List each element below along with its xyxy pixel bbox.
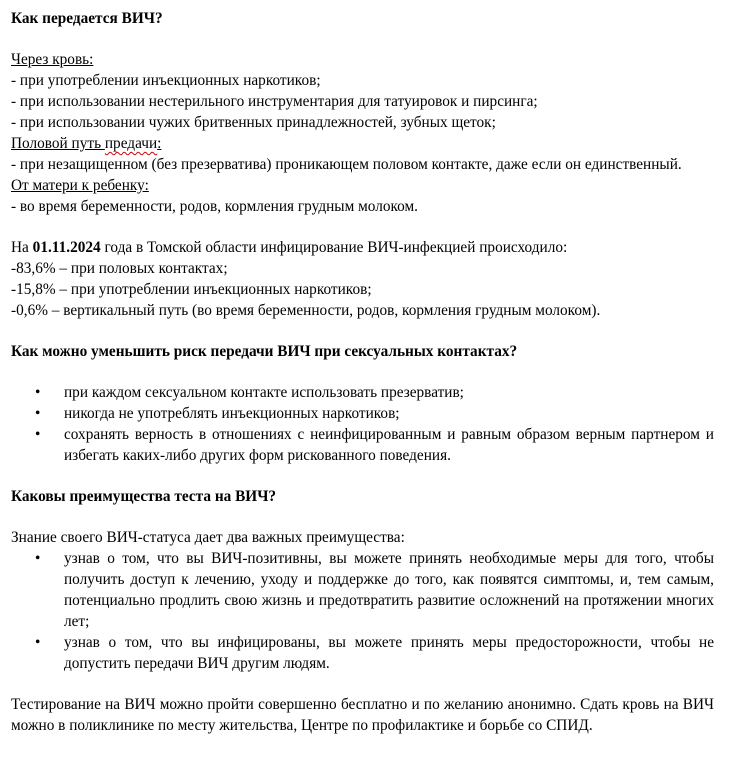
mother-route-item: - во время беременности, родов, кормления грудным молоком.: [11, 198, 418, 215]
bullet-icon: •: [35, 384, 41, 401]
sexual-route-heading: [11, 133, 714, 154]
page-title: Как передается ВИЧ?: [11, 10, 163, 27]
list-item: [11, 403, 714, 424]
bullet-icon: •: [35, 550, 41, 567]
list-item: [11, 548, 714, 632]
stats-intro: [11, 237, 714, 258]
stats-date: 01.11.2024: [32, 239, 101, 256]
list-item-text: узнав о том, что вы ВИЧ-позитивны, вы можете принять необходимые меры для того, чтобы получить доступ к лечению, уходу и поддержке до того, как появятся симптомы, и, тем самым, потенциально продлить свою жизнь и предотвратить развитие осложнений на протяжении многих лет;: [64, 550, 714, 630]
test-heading: Каковы преимущества теста на ВИЧ?: [11, 488, 277, 505]
spacer: [11, 674, 714, 694]
risk-list: [11, 382, 714, 466]
bullet-icon: •: [35, 426, 41, 443]
sexual-route-item: - при незащищенном (без презерватива) проникающем половом контакте, даже если он единственный.: [11, 156, 682, 173]
stats-item: -83,6% – при половых контактах;: [11, 260, 228, 277]
spacer: [11, 29, 714, 49]
list-item: [11, 424, 714, 466]
test-intro: Знание своего ВИЧ-статуса дает два важных преимущества:: [11, 529, 405, 546]
spacer: [11, 507, 714, 527]
blood-route-heading: [11, 49, 714, 70]
list-item: [11, 382, 714, 403]
spacer: [11, 321, 714, 341]
mother-route-heading: [11, 175, 714, 196]
blood-route-item: - при использовании чужих бритвенных принадлежностей, зубных щеток;: [11, 114, 496, 131]
test-list: [11, 548, 714, 674]
mother-route-heading-text: От матери к ребенку:: [11, 177, 149, 194]
spacer: [11, 466, 714, 486]
bullet-icon: •: [35, 405, 41, 422]
spacer: [11, 217, 714, 237]
stats-item: -0,6% – вертикальный путь (во время беременности, родов, кормления грудным молоком).: [11, 302, 601, 319]
list-item-text: сохранять верность в отношениях с неинфицированным и равным образом верным партнером и избегать каких-либо других форм рискованного поведения.: [64, 426, 714, 464]
blood-route-item: - при использовании нестерильного инструментария для татуировок и пирсинга;: [11, 93, 538, 110]
list-item: [11, 632, 714, 674]
blood-route-heading-text: Через кровь:: [11, 51, 94, 68]
spacer: [11, 362, 714, 382]
risk-heading: Как можно уменьшить риск передачи ВИЧ при сексуальных контактах?: [11, 343, 518, 360]
stats-intro-before: На: [11, 239, 33, 256]
list-item-text: узнав о том, что вы инфицированы, вы можете принять меры предосторожности, чтобы не допустить передачи ВИЧ другим людям.: [64, 634, 714, 672]
blood-route-item: - при употреблении инъекционных наркотиков;: [11, 72, 321, 89]
stats-intro-after: года в Томской области инфицирование ВИЧ-инфекцией происходило:: [100, 239, 568, 256]
sexual-route-heading-text-b: предачи: [104, 135, 158, 152]
stats-item: -15,8% – при употреблении инъекционных наркотиков;: [11, 281, 372, 298]
list-item-text: при каждом сексуальном контакте использовать презерватив;: [64, 384, 464, 401]
sexual-route-heading-text-a: Половой путь: [11, 135, 105, 152]
sexual-route-heading-text-c: :: [157, 135, 162, 152]
list-item-text: никогда не употреблять инъекционных наркотиков;: [64, 405, 400, 422]
footer-paragraph: Тестирование на ВИЧ можно пройти совершенно бесплатно и по желанию анонимно. Сдать кровь на ВИЧ можно в поликлинике по месту жительства, Центре по профилактике и борьбе со СПИД.: [11, 696, 714, 734]
bullet-icon: •: [35, 634, 41, 651]
